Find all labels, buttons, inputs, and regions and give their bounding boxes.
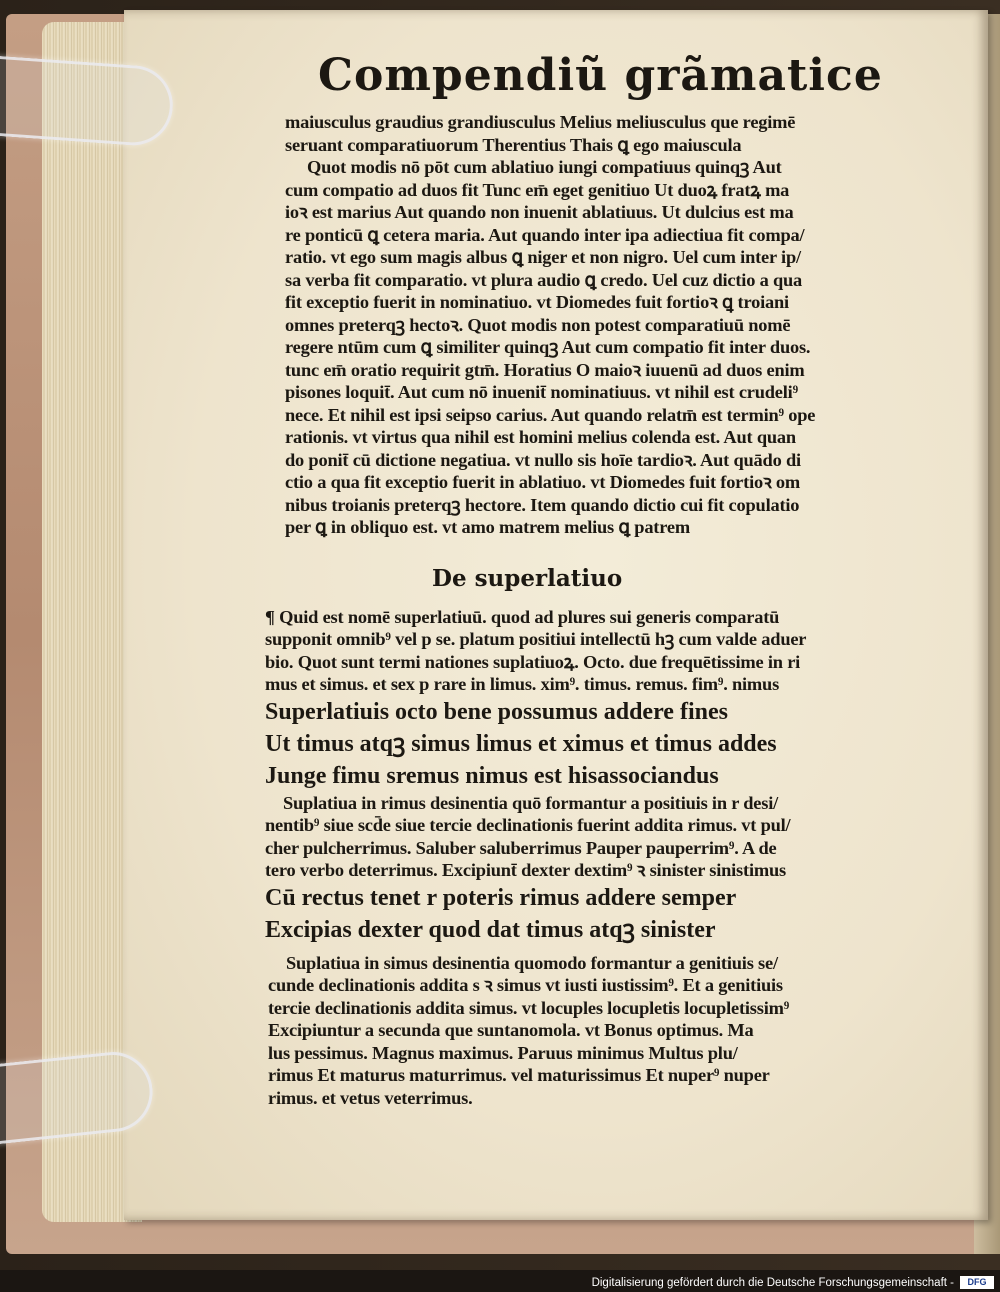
text-line: regere ntūm cum ꝗ similiter quinqꝫ Aut cum compatio fit inter duos. <box>285 337 811 357</box>
verse-block-2 <box>140 882 860 946</box>
text-line: tero verbo deterrimus. Excipiunt̄ dexter dextim⁹ ꝛ sinister sinistimus <box>265 860 786 880</box>
text-line: ratio. vt ego sum magis albus ꝗ niger et non nigro. Uel cum inter ip/ <box>285 247 801 267</box>
text-line: ¶ Quid est nomē superlatiuū. quod ad plures sui generis comparatū <box>265 606 780 627</box>
verse-block-1 <box>140 696 860 792</box>
text-line: ctio a qua fit exceptio fuerit in ablatiuo. vt Diomedes fuit fortioꝛ om <box>285 472 801 492</box>
text-line: nentib⁹ siue scd̄e siue tercie declinationis fuerint addita rimus. vt pul/ <box>265 815 791 835</box>
text-line: supponit omnib⁹ vel p se. platum positiui intellectū hꝫ cum valde aduer <box>265 629 807 649</box>
text-line: mus et simus. et sex p rare in limus. xim⁹. timus. remus. fim⁹. nimus <box>265 674 780 694</box>
funding-credit: Digitalisierung gefördert durch die Deutsche Forschungsgemeinschaft - <box>591 1277 954 1289</box>
text-line: per ꝗ in obliquo est. vt amo matrem melius ꝗ patrem <box>285 517 690 537</box>
text-line: lus pessimus. Magnus maximus. Paruus minimus Multus plu/ <box>268 1042 738 1063</box>
text-line: do ponit̄ cū dictione negatiua. vt nullo sis hoīe tardioꝛ. Aut quādo di <box>285 449 801 470</box>
verse-line: Cū rectus tenet r poteris rimus addere semper <box>265 884 737 911</box>
verse-line: Ut timus atqꝫ simus limus et ximus et timus addes <box>265 730 777 757</box>
text-line: Quot modis nō pōt cum ablatiuo iungi compatiuus quinqꝫ Aut <box>307 157 782 177</box>
text-line: nece. Et nihil est ipsi seipso carius. Aut quando relatm̄ est termin⁹ ope <box>285 404 816 425</box>
text-line: Suplatiua in rimus desinentia quō formantur a positiuis in r desi/ <box>283 792 779 813</box>
text-line: rationis. vt virtus qua nihil est homini melius colenda est. Aut quan <box>285 427 796 447</box>
paragraph-superlative-intro <box>265 606 860 696</box>
text-line: pisones loquit̄. Aut cum nō inuenit̄ nominatiuus. vt nihil est crudeli⁹ <box>285 382 798 402</box>
text-line: Suplatiua in simus desinentia quomodo formantur a genitiuis se/ <box>286 952 778 973</box>
text-line: fit exceptio fuerit in nominatiuo. vt Diomedes fuit fortioꝛ ꝗ troiani <box>285 292 789 312</box>
text-line: rimus. et vetus veterrimus. <box>268 1087 473 1108</box>
verse-line: Superlatiuis octo bene possumus addere fines <box>265 698 728 725</box>
text-line: Excipiuntur a secunda que suntanomola. vt Bonus optimus. Ma <box>268 1020 754 1040</box>
paragraph-rimus <box>265 792 860 882</box>
verse-line: Junge fimu sremus nimus est hisassociandus <box>265 762 719 789</box>
page-text <box>140 50 883 1109</box>
text-line: omnes preterqꝫ hectoꝛ. Quot modis non potest comparatiuū nomē <box>285 314 791 335</box>
text-line: seruant comparatiuorum Therentius Thais ꝗ ego maiuscula <box>285 134 742 155</box>
verse-line: Excipias dexter quod dat timus atqꝫ sinister <box>265 916 716 943</box>
text-line: bio. Quot sunt termi nationes suplatiuoꝝ. Octo. due frequētissime in ri <box>265 651 801 672</box>
text-line: tunc em̄ oratio requirit gtm̄. Horatius O maioꝛ iuuenū ad duos enim <box>285 359 805 380</box>
text-line: nibus troianis preterqꝫ hectore. Item quando dictio cui fit copulatio <box>285 494 800 515</box>
section-heading: De superlatiuo <box>432 564 623 592</box>
page-title: Compendiũ grãmatice <box>318 50 883 101</box>
text-line: tercie declinationis addita simus. vt locuples locupletis locupletissim⁹ <box>268 997 790 1018</box>
text-line: rimus Et maturus maturrimus. vel maturissimus Et nuper⁹ nuper <box>268 1065 770 1085</box>
text-line: cum compatio ad duos fit Tunc em̄ eget genitiuo Ut duoꝝ fratꝝ ma <box>285 179 790 200</box>
text-line: sa verba fit comparatio. vt plura audio ꝗ credo. Uel cuz dictio a qua <box>285 269 803 290</box>
text-line: maiusculus graudius grandiusculus Melius meliusculus que regimē <box>285 112 796 132</box>
text-line: cher pulcherrimus. Saluber saluberrimus Pauper pauperrim⁹. A de <box>265 837 777 858</box>
dfg-logo: DFG <box>960 1276 994 1289</box>
text-line: ioꝛ est marius Aut quando non inuenit ablatiuus. Ut dulcius est ma <box>285 202 794 222</box>
paragraph-simus <box>268 952 860 1110</box>
text-line: cunde declinationis addita s ꝛ simus vt iusti iustissim⁹. Et a genitiuis <box>268 975 783 995</box>
text-line: re ponticū ꝗ cetera maria. Aut quando inter ipa adiectiua fit compa/ <box>285 224 805 245</box>
paragraph-comparatives <box>285 111 860 539</box>
